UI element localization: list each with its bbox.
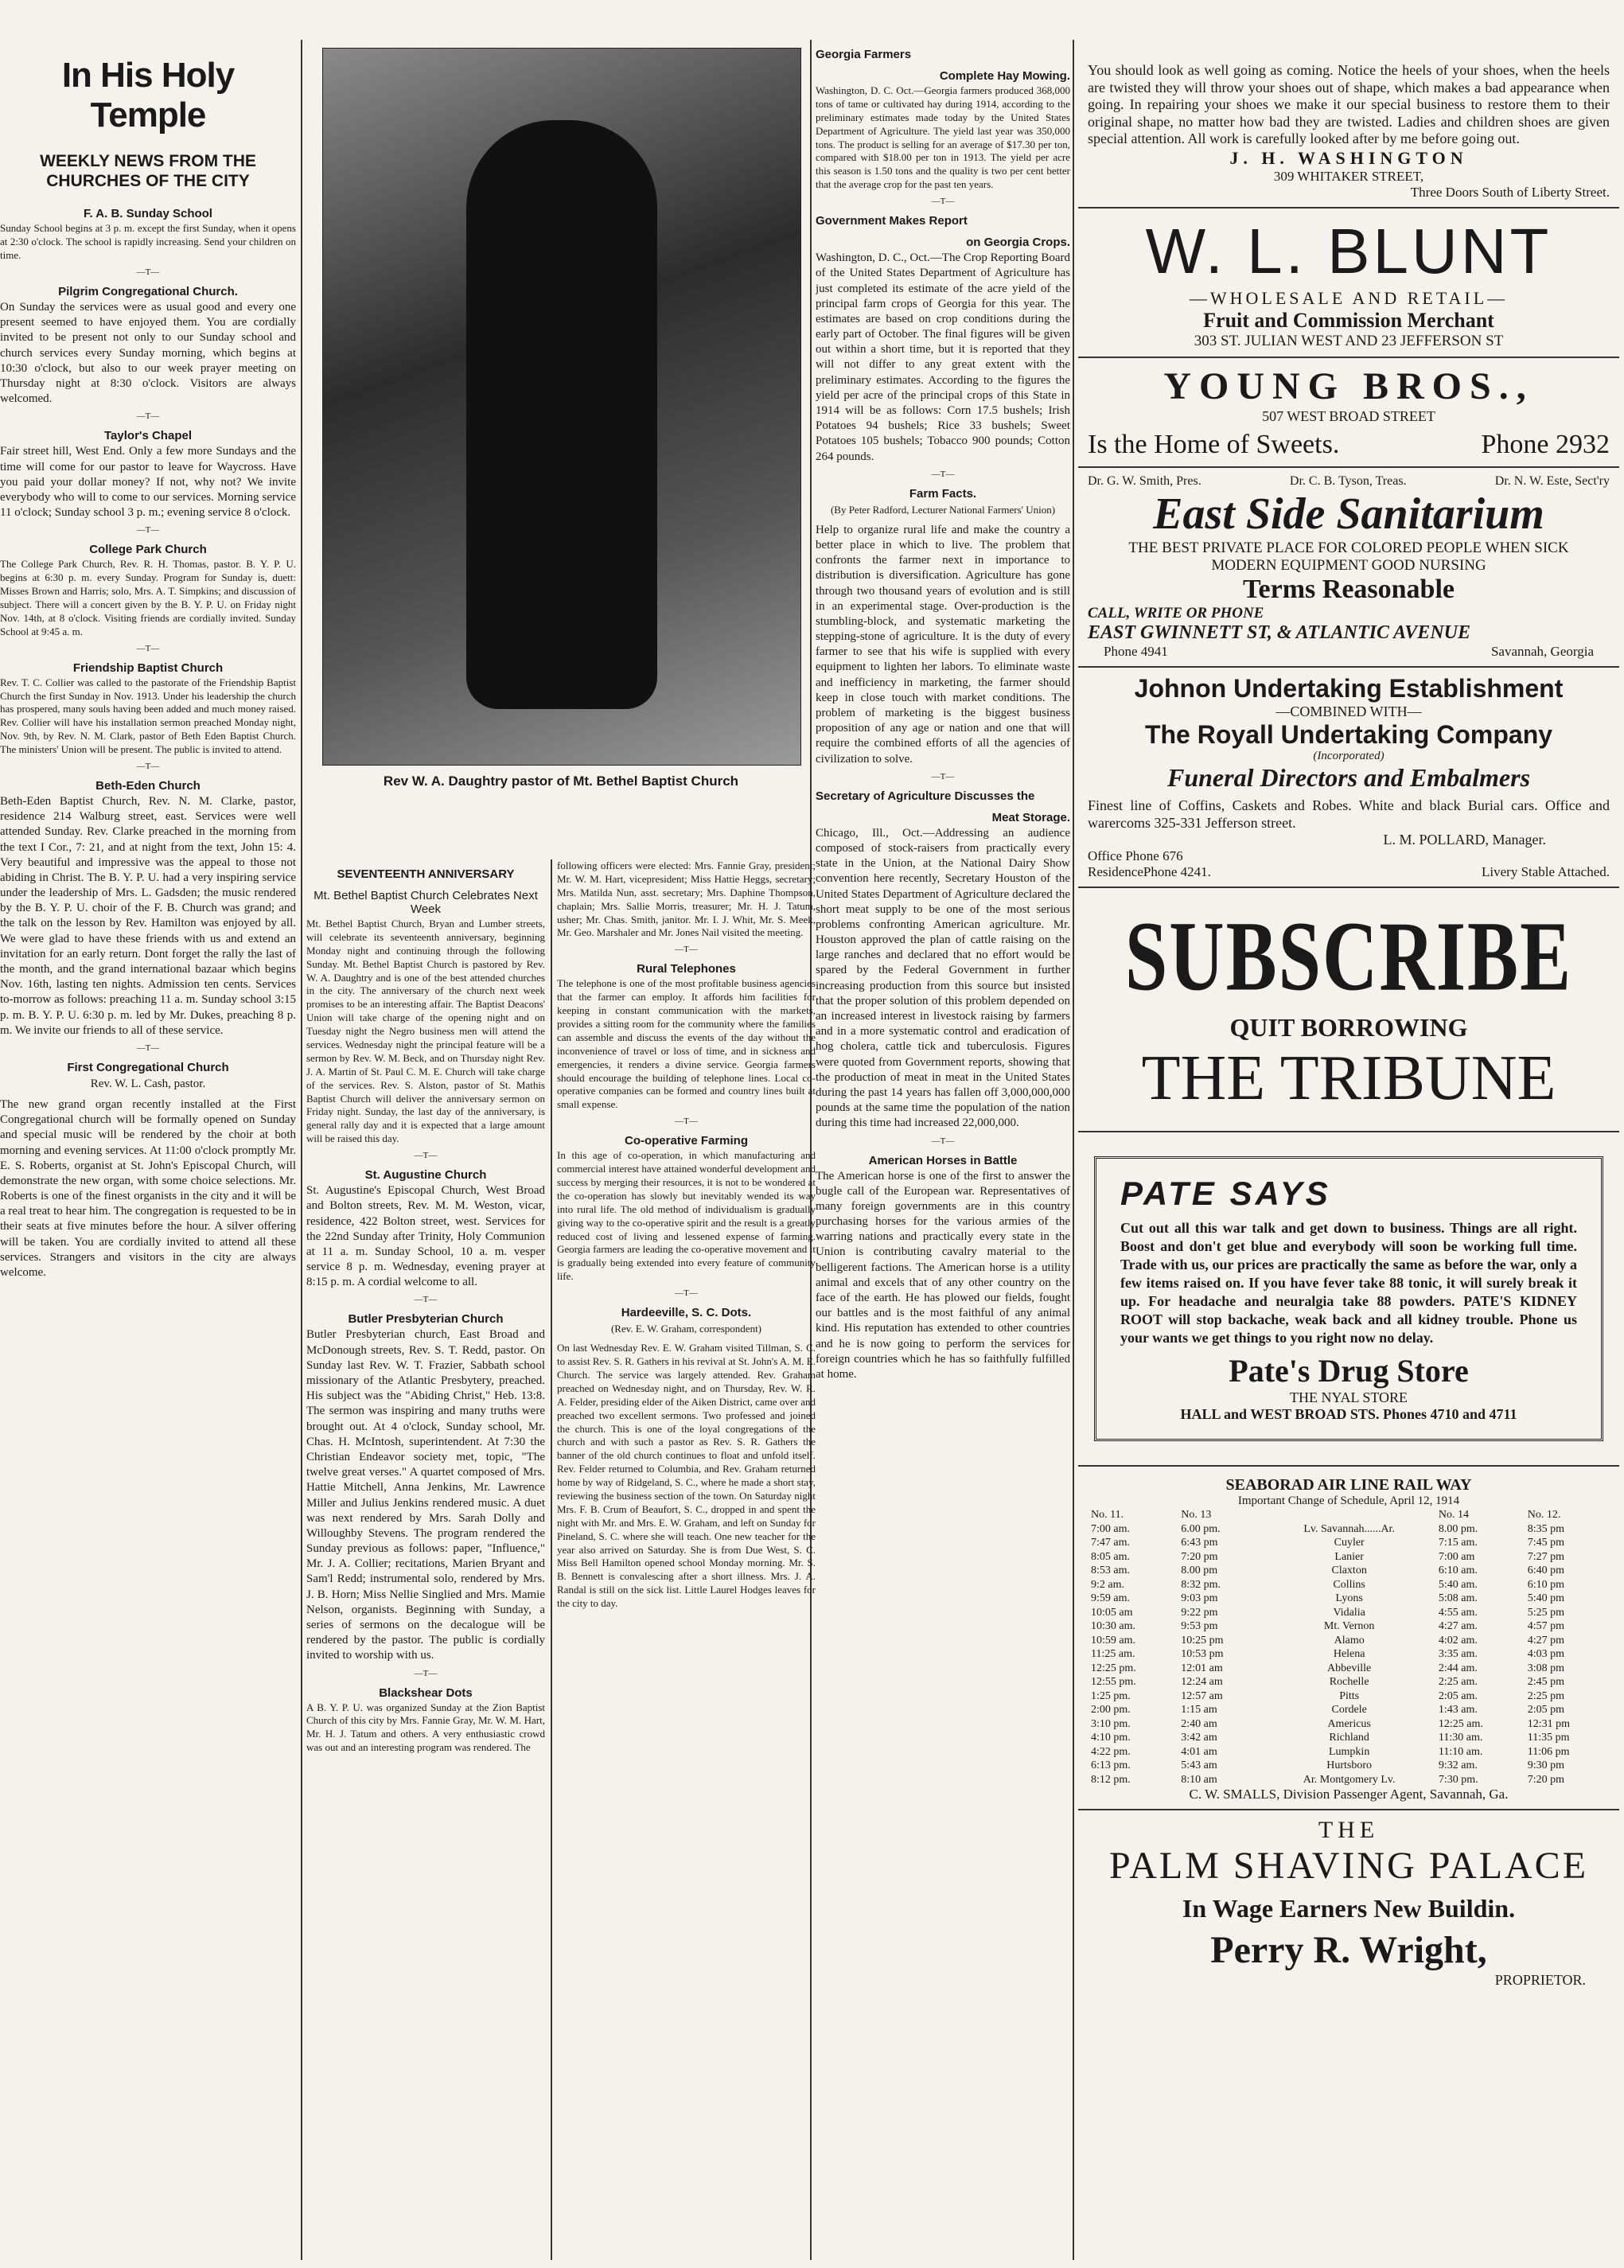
table-cell: 8:32 pm. — [1181, 1578, 1221, 1591]
ad-line: Funeral Directors and Embalmers — [1166, 762, 1531, 792]
table-cell: Abbeville — [1327, 1662, 1372, 1674]
table-cell: 7:20 pm — [1181, 1550, 1218, 1563]
column-rural: following officers were elected: Mrs. Fannie Gray, president; Mr. W. M. Hart, vicepresident; Miss Hattie Heggs, secretary; Mrs. Matilda Nun, asst. secretary; Mrs. Daphine Thompson, chaplain; Mrs. Sallie Morris, treasurer; Mr. H. J. Tatum, usher; Mr. Chas. Smith, janitor. Mr. I. J. Whit, Mr. S. Meek, Mr. Geo. Marshaler and Mr. Jones Nail visited the meeting. —T— Rural Telephones The telephone is one of the most profitable business agencies that the farmer can employ. It affords him facilities for keeping in constant communication with the markets, provides a sitting room for the community where the families can assemble and discuss the events of the day without the inconvenience of travel or loss of time, and in sickness and emergencies, it renders a divine service. Georgia farmers should encourage the building of telephone lines. Local co-operative companies can be formed and country lines built at small expense. —T— Co-operative Farming In this age of co-operation, in which manufacturing and commercial interest have attained wonderful development and success by merging their resources, it is not to be wondered at the co-operation has slowly but inevitably wended its way into rural life. The old method of individualism is gradually giving way to the co-operative spirit and the result is a greatly reduced cost of living and lessened expense of farming. Georgia farmers are leading the co-operative movement and it is gradually being extended into every feature of community life. —T— Hardeeville, S. C. Dots. (Rev. E. W. Graham, correspondent) On last Wednesday Rev. E. W. Graham visited Tillman, S. C. to assist Rev. S. R. Gathers in his revival at St. John's A. M. E. Church. The service was largely attended. Rev. Graham preached on Wednesday night, and on Thursday, Rev. W. R. A. Felder, presiding elder of the Aiken District, came over and preached two excellent sermons. Two professed and joined the church. This is one of the loyal congregations of the church and with such a pastor as Rev. S. R. Gathers the banner of the old church continues to float and unfold itself. Rev. Felder returned to Columbia, and Rev. Graham returned home by way of Ridgeland, S. C., where he made a short stay, reviewing the business section of the town. On Saturday night Mrs. F. B. Crum of Beaufort, S. C., dropped in and spent the night with Mr. and Mrs. E. W. Graham, and left on Sunday for Pineland, S. C. where she will teach. One new teacher for the year also arrived on Saturday. She is from Due West, S. C. Miss Bell Hamilton opened school Monday morning. Mr. S. B. Bennett is convalescing after a short illness. Mrs. J. A. Randal is still on the sick list. Little Laurel Hodges leaves for the city to day. — [557, 859, 816, 1610]
article-heading: Friendship Baptist Church — [72, 661, 224, 675]
article-anniversary — [306, 867, 545, 1146]
table-cell: 4:27 am. — [1438, 1620, 1478, 1633]
photo-block — [306, 40, 816, 859]
article-heading: College Park Church — [89, 543, 207, 557]
article-heading: First Congregational Church — [67, 1060, 229, 1074]
article-subheading: on Georgia Crops. — [966, 236, 1070, 250]
table-row — [1088, 1759, 1610, 1773]
table-cell: 7:27 pm — [1527, 1550, 1565, 1563]
table-header-cell: No. 12. — [1527, 1509, 1561, 1522]
table-cell: 7:30 pm. — [1438, 1773, 1478, 1786]
article-body: A B. Y. P. U. was organized Sunday at the Zion Baptist Church of this city by Mrs. Fannie Gray, Mr. W. M. Hart, Mr. H. J. Tatum and others. A very enthusiastic crowd was out and an interesting program was rendered. The — [306, 1701, 545, 1754]
article-heading: Blackshear Dots — [379, 1685, 473, 1700]
table-cell: 4:02 am. — [1438, 1634, 1478, 1646]
table-cell: 2:05 am. — [1438, 1689, 1478, 1702]
table-cell: 5:43 am — [1181, 1759, 1217, 1772]
table-cell: 8:12 pm. — [1091, 1773, 1131, 1786]
ad-phone: Phone 4941 — [1104, 643, 1168, 659]
table-cell: 12:25 am. — [1438, 1717, 1483, 1730]
article-body: Butler Presbyterian church, East Broad and McDonough streets, Rev. S. T. Redd, pastor. On Sunday last Rev. W. T. Frazier, Sabbath school missionary of the Atlantic Presbytery, preached. His subject was the "Abiding Christ," Heb. 13:8. The sermon was inspiring and many truths were brought out. At 4 o'clock, Sunday school, Mr. Chas. H. McIntosh, superintendent. At 7:30 the Christian Endeavor society met, topic, "The twelve great verses." A quartet composed of Mrs. Hattie Mitchell, Anna Jenkins, Mr. Lawrence Miller and Julius Jenkins rendered music. A duet was next rendered by Mrs. Sarah Dolly and Willoughby Stevens. The program rendered the Sunday previous as follows: paper, "Influence," Mr. J. A. Collier; recitations, Marien Bryant and Sam'l Redd; instrumental solo, rendered by Mrs. J. B. Horn; Miss Nellie Singlied and Mrs. Mamie Nelson, organists. Beginning with Sunday, a series of sermons on the decalogue will be rendered by the pastor. The public is cordially invited to worship with us. — [306, 1328, 545, 1662]
article-subheading: Mt. Bethel Baptist Church Celebrates Next Week — [314, 889, 538, 916]
schedule-table — [1088, 1508, 1610, 1787]
article-taylors-chapel — [0, 429, 296, 520]
article-body: On last Wednesday Rev. E. W. Graham visited Tillman, S. C. to assist Rev. S. R. Gathers in his revival at St. John's A. M. E. Church. The service was largely attended. Rev. Graham preached on Wednesday night, and on Thursday, Rev. W. R. A. Felder, presiding elder of the Aiken District, came over and preached two excellent sermons. Two professed and joined the church. This is one of the loyal congregations of the church and with such a pastor as Rev. S. R. Gathers the banner of the old church continues to float and unfold itself. Rev. Felder returned to Columbia, and Rev. Graham returned home by way of Ridgeland, S. C., where he made a short stay, reviewing the business section of the town. On Saturday night Mrs. F. B. Crum of Beaufort, S. C., dropped in and spent the night with Mr. and Mrs. E. W. Graham, and left on Sunday for Pineland, S. C. where she will teach. One new teacher for the year also arrived on Saturday. She is from Due West, S. C. Miss Bell Hamilton opened school Monday morning. Mr. S. B. Bennett is convalescing after a short illness. Mrs. J. A. Randal is still on the sick list. Little Laurel Hodges leaves for the city to day. — [557, 1342, 816, 1610]
photo-caption: Rev W. A. Daughtry pastor of Mt. Bethel Baptist Church — [383, 774, 739, 789]
ad-line: —WHOLESALE AND RETAIL— — [1189, 287, 1509, 308]
article-subheading: Complete Hay Mowing. — [939, 69, 1070, 83]
table-cell: 11:25 am. — [1091, 1648, 1135, 1661]
article-heading: SEVENTEENTH ANNIVERSARY — [337, 867, 515, 881]
article-heading: Georgia Farmers — [816, 48, 912, 61]
table-cell: 7:45 pm — [1527, 1537, 1565, 1549]
page-title: In His Holy Temple — [61, 56, 235, 134]
table-header-cell: No. 14 — [1438, 1509, 1469, 1522]
table-cell: 2:45 pm — [1527, 1676, 1565, 1689]
table-cell: Lanier — [1334, 1550, 1364, 1563]
table-cell: Alamo — [1334, 1634, 1365, 1646]
table-cell: 7:20 pm — [1527, 1773, 1565, 1786]
ad-body: You should look as well going as coming. Notice the heels of your shoes, when the heels are twisted they will throw your shoes out of shape, which makes a bad appearance when going. In repairing your shoes we make it our special business to restore them to their original shape, no matter how bad they are twisted. Ladies and children shoes are given special attention. All work is carefully looked after by me before going out. — [1088, 62, 1610, 147]
table-cell: Hurtsboro — [1326, 1759, 1373, 1772]
table-cell: 3:10 pm. — [1091, 1717, 1131, 1730]
table-cell: 10:05 am — [1091, 1606, 1133, 1619]
table-cell: 5:25 pm — [1527, 1606, 1565, 1619]
article-body: Chicago, Ill., Oct.—Addressing an audience composed of stock-raisers from practically every state in the Union, at the National Dairy Show convention here recently, Secretary Houston of the United States Department of Agriculture declared the short meat supply to be one of the most serious problems confronting American agriculture. Mr. Houston approved the plan of cattle raising on the large ranches and declared that no effort would be spared by the Federal Government in further increasing production from this source but insisted that the proper solution of this problem depended on an increased interest in livestock raising by farmers and in a more systematic control and eradication of hog cholera, cattle tick and tuberculosis. Figures were quoted from Government reports, showing that the production of meat in meat in the United States during the past 14 years has fallen off 3,000,000,000 pounds at the same time the population of the nation during this time had increased 22,000,000. — [816, 826, 1070, 1130]
table-cell: 6:13 pm. — [1091, 1759, 1131, 1772]
article-crop-report — [816, 214, 1070, 465]
ad-residence-phone: ResidencePhone 4241. — [1088, 864, 1211, 880]
table-cell: 9:22 pm — [1181, 1606, 1218, 1619]
table-cell: 4:10 pm. — [1091, 1732, 1131, 1744]
table-cell: 1:15 am — [1181, 1704, 1217, 1717]
table-cell: Ar. Montgomery Lv. — [1303, 1773, 1396, 1786]
ad-line: EAST GWINNETT ST, & ATLANTIC AVENUE — [1088, 622, 1470, 643]
article-pilgrim — [0, 285, 296, 407]
column-church-news: In His Holy Temple WEEKLY NEWS FROM THE CHURCHES OF THE CITY F. A. B. Sunday School Sunday School begins at 3 p. m. except the first Sunday, when it opens at 2:30 o'clock. The school is rapidly increasing. Send your children on time. —T— Pilgrim Congregational Church. On Sunday the services were as usual good and every one present seemed to have enjoyed them. You are cordially invited to be present not only to our Sunday school and church services every Sunday morning, which begins at 10:30 o'clock, but also to our week prayer meeting on Thursday night at 8:30 o'clock. Visitors are always welcomed. —T— Taylor's Chapel Fair street hill, West End. Only a few more Sundays and the time will come for our pastor to leave for Waycross. Have you paid your dollar money? If not, why not? We invite everybody who will to come to our services. Morning service 11 o'clock; Sunday school 3 p. m.; evening service 8 o'clock. —T— College Park Church The College Park Church, Rev. R. H. Thomas, pastor. B. Y. P. U. begins at 6:30 p. m. every Sunday. Program for Sunday is, duett: Misses Brown and Harris; solo, Mrs. A. T. Simpkins; and discussion of subject. There will a concert given by the B. Y. P. U. on Friday night Nov. 14th, at 8 o'clock. Visiting friends are cordially invited. Sunday School at 9:45 a. m. —T— Friendship Baptist Church Rev. T. C. Collier was called to the pastorate of the Friendship Baptist Church the first Sunday in Nov. 1913. Under his leadership the church has prospered, many souls having been added and much money raised. Rev. Collier will have his installation sermon preached Monday night, Nov. 9th, by Rev. N. M. Clark, pastor of Beth Eden Baptist Church. The ministers' Union will be present. The public is invited to attend. —T— Beth-Eden Church Beth-Eden Baptist Church, Rev. N. M. Clarke, pastor, residence 214 Walburg street, east. Services were well attended Sunday. Rev. Clarke preached in the morning from the text I Cor., 7: 21, and at night from the text, John 15: 4. Very beautiful and impressive was the appeal to those not abiding in Christ. The B. Y. P. U. had a very inspiring service under the leadership of Mrs. L. Gadsden; the music rendered by the B. Y. P. U. choir of the F. B. Church was grand; and the talk on the lesson by Rev. Hamilton was enjoyed by all. We were glad to have these friends with us and extend an invitation for an early return. Dont forget the rally the last of the month, and the grand international bazaar which begins Nov. 16th, lasting ten nights. Admission ten cents. Services to-morrow as follows: preaching 11 a. m. Sunday school 3:15 p. m. B. Y. P. U. 6:30 p. m. led by Mr. Dukes, preaching 8 p. m. We invite our friends to all of these service. —T— First Congregational Church Rev. W. L. Cash, pastor. The new grand organ recently installed at the First Congregational church will be formally opened on Sunday and special music will be rendered by the choir at both morning and evening services. At 11:00 o'clock promptly Mr. E. S. Roberts, organist at St. John's Episcopal Church, will demonstrate the new organ, with some choice selections. Mr. Roberts is one of the finest organists in the city and it will be a real treat to hear him. The congregation is requested to be in their seats at five minutes before the hour. A silver offering will be taken. You are cordially invited to attend all these services. Strangers and visitors in the city are always welcome. — [0, 40, 296, 2260]
article-body: Help to organize rural life and make the country a better place in which to live. The problem that confronts the farmer next in importance to distribution is diversification. Agriculture has gone through two thousand years of evolution and is still in an experimental stage. Over-production is the stumbling-block, and systematic marketing the stepping-stone of agriculture. It is the duty of every farmer to see that his wife is supplied with every equipment to lighten her labors. To eliminate waste and inefficiency in marketing, the farmer should keep in close touch with market conditions. The problem of marketing is the biggest business proposition of any age or nation and one that will require the combined efforts of all the agencies of civilization to solve. — [816, 523, 1070, 766]
table-row — [1088, 1536, 1610, 1550]
table-cell: 11:35 pm — [1527, 1732, 1570, 1744]
ad-address: 309 WHITAKER STREET, — [1273, 168, 1424, 184]
table-cell: 7:47 am. — [1091, 1537, 1130, 1549]
table-cell: Cuyler — [1334, 1537, 1365, 1549]
table-cell: 6:10 pm — [1527, 1578, 1565, 1591]
article-heading: St. Augustine Church — [364, 1168, 487, 1183]
ad-line: QUIT BORROWING — [1229, 1013, 1468, 1042]
article-hay-mowing — [816, 48, 1070, 192]
ad-line: Terms Reasonable — [1242, 574, 1455, 604]
article-cooperative-farming — [557, 1134, 816, 1284]
ad-agent: C. W. SMALLS, Division Passenger Agent, Savannah, Ga. — [1189, 1787, 1509, 1802]
article-body: following officers were elected: Mrs. Fannie Gray, president; Mr. W. M. Hart, vicepresident; Miss Hattie Heggs, secretary; Mrs. Matilda Nun, asst. secretary; Mrs. Daphine Thompson, chaplain; Mrs. Sallie Morris, treasurer; Mr. H. J. Tatum, usher; Mr. Chas. Smith, janitor. Mr. I. J. Whit, Mr. S. Meek, Mr. Geo. Marshaler and Mr. Jones Nail visited the meeting. — [557, 859, 816, 939]
column-anniversary: SEVENTEENTH ANNIVERSARY Mt. Bethel Baptist Church Celebrates Next Week Mt. Bethel Baptist Church, Bryan and Lumber streets, will celebrate its seventeenth anniversary, beginning Monday night and continuing through the following Sunday. Mt. Bethel Baptist Church is pastored by Rev. W. A. Daughtry and is one of the best attended churches in the city. The anniversary of the church next week promises to be an interesting affair. The Baptist Deacons' Union will take charge of the opening night and on Tuesday night the Negro business men will attend the services. Wednesday night the principal feature will be a sermon by Rev. W. M. Beck, and on Thursday night Rev. J. A. Martin of St. Paul C. M. E. Church will take charge of the services. Rev. S. Alston, pastor of St. Mathis Baptist Church will deliver the anniversary sermon on Friday night. Sunday, the last day of the anniversary, is general rally day and it is expected that a large amount will be raised this day. —T— St. Augustine Church St. Augustine's Episcopal Church, West Broad and Bolton streets, Rev. M. M. Weston, vicar, residence, 422 Bolton street, west. Services for the 22nd Sunday after Trinity, Holy Communion at 11 a. m. Sunday School, 10 a. m. vesper service 8 p. m. Wednesday, evening prayer at 8:15 p. m. A cordial welcome to all. —T— Butler Presbyterian Church Butler Presbyterian church, East Broad and McDonough streets, Rev. S. T. Redd, pastor. On Sunday last Rev. W. T. Frazier, Sabbath school missionary of the Atlantic Presbytery, preached. His subject was the "Abiding Christ," Heb. 13:8. The sermon was inspiring and many truths were brought out. At 4 o'clock, Sunday school, Mr. Chas. H. McIntosh, superintendent. At 7:30 the Christian Endeavor society met, topic, "The twelve great verses." A quartet composed of Mrs. Hattie Mitchell, Anna Jenkins, Mr. Lawrence Miller and Julius Jenkins rendered music. A duet was next rendered by Mrs. Sarah Dolly and Willoughby Stevens. The program rendered the Sunday previous as follows: paper, "Influence," Mr. J. A. Collier; recitations, Marien Bryant and Sam'l Redd; instrumental solo, rendered by Mrs. J. B. Horn; Miss Nellie Singlied and Mrs. Mamie Nelson, organists. Beginning with Sunday, a series of sermons on the decalogue will be rendered by the pastor. The public is cordially invited to worship with us. —T— Blackshear Dots A B. Y. P. U. was organized Sunday at the Zion Baptist Church of this city by Mrs. Fannie Gray, Mr. W. M. Hart, Mr. H. J. Tatum and others. A very enthusiastic crowd was out and an interesting program was rendered. The — [306, 867, 545, 1754]
article-body: St. Augustine's Episcopal Church, West Broad and Bolton streets, Rev. M. M. Weston, vicar, residence, 422 Bolton street, west. Services for the 22nd Sunday after Trinity, Holy Communion at 11 a. m. Sunday School, 10 a. m. vesper service 8 p. m. Wednesday, evening prayer at 8:15 p. m. A cordial welcome to all. — [306, 1184, 545, 1289]
article-byline: Rev. W. L. Cash, pastor. — [90, 1077, 206, 1090]
article-body: Mt. Bethel Baptist Church, Bryan and Lumber streets, will celebrate its seventeenth anniversary, beginning Monday night and continuing through the following Sunday. Mt. Bethel Baptist Church is pastored by Rev. W. A. Daughtry and is one of the best attended churches in the city. The anniversary of the church next week promises to be an interesting affair. The Baptist Deacons' Union will take charge of the opening night and on Tuesday night the Negro business men will attend the services. Wednesday night the principal feature will be a sermon by Rev. W. M. Beck, and on Thursday night Rev. J. A. Martin of St. Paul C. M. E. Church will take charge of the services. Rev. S. Alston, pastor of St. Mathis Baptist Church will deliver the anniversary sermon on Friday night. Sunday, the last day of the anniversary, is general rally day and it is expected that a large amount will be raised this day. — [306, 918, 545, 1145]
table-row — [1088, 1619, 1610, 1634]
ad-young-bros — [1078, 358, 1619, 468]
article-american-horses — [816, 1154, 1070, 1383]
ad-sanitarium — [1078, 468, 1619, 668]
article-body: Sunday School begins at 3 p. m. except the first Sunday, when it opens at 2:30 o'clock. The school is rapidly increasing. Send your children on time. — [0, 222, 296, 262]
table-row — [1088, 1662, 1610, 1676]
ad-proprietor-title: PROPRIETOR. — [1494, 1972, 1586, 1989]
table-header-cell: No. 11. — [1091, 1509, 1124, 1522]
table-cell: 12:24 am — [1181, 1676, 1223, 1689]
table-row — [1088, 1689, 1610, 1704]
ad-railway — [1078, 1465, 1619, 1810]
table-cell: 8:05 am. — [1091, 1550, 1130, 1563]
ad-tagline: Is the Home of Sweets. — [1088, 429, 1340, 459]
table-cell: 5:08 am. — [1438, 1592, 1478, 1605]
ad-line: (Incorporated) — [1313, 749, 1384, 762]
table-cell: 12:31 pm — [1527, 1717, 1571, 1730]
article-heading: Secretary of Agriculture Discusses the — [816, 789, 1035, 803]
article-blackshear — [306, 1686, 545, 1756]
article-rural-telephones — [557, 962, 816, 1112]
table-row — [1088, 1703, 1610, 1717]
article-body: The telephone is one of the most profitable business agencies that the farmer can employ. It affords him facilities for keeping in constant communication with the markets, provides a sitting room for the community where the families can assemble and discuss the events of the day without the inconvenience of travel or loss of time, and in sickness and emergencies, it renders a divine service. Georgia farmers should encourage the building of telephone lines. Local co-operative companies can be formed and country lines built at small expense. — [557, 977, 816, 1111]
table-row — [1088, 1647, 1610, 1662]
article-byline: (By Peter Radford, Lecturer National Farmers' Union) — [830, 503, 1056, 516]
ad-office-phone: Office Phone 676 — [1088, 848, 1183, 864]
table-cell: 2:00 pm. — [1091, 1704, 1131, 1717]
table-cell: 4:01 am — [1181, 1745, 1217, 1758]
table-cell: 6:43 pm — [1181, 1537, 1218, 1549]
schedule-body — [1088, 1522, 1610, 1787]
table-cell: 6:10 am. — [1438, 1565, 1478, 1577]
table-cell: Lumpkin — [1328, 1745, 1370, 1758]
ad-pate — [1094, 1156, 1603, 1441]
table-cell: 2:44 am. — [1438, 1662, 1478, 1674]
table-cell: 2:25 am. — [1438, 1676, 1478, 1689]
article-heading: Pilgrim Congregational Church. — [58, 285, 238, 299]
table-row — [1088, 1550, 1610, 1565]
ad-tribune-name: THE TRIBUNE — [1141, 1043, 1556, 1114]
ad-tribune — [1078, 888, 1619, 1132]
article-sunday-school — [0, 207, 296, 263]
table-cell: 10:30 am. — [1091, 1620, 1135, 1633]
table-row — [1088, 1592, 1610, 1606]
table-cell: 8:10 am — [1181, 1773, 1217, 1786]
table-cell: 1:25 pm. — [1091, 1689, 1131, 1702]
officer-president: Dr. G. W. Smith, Pres. — [1088, 473, 1201, 488]
table-cell: 8:53 am. — [1091, 1565, 1130, 1577]
table-row — [1088, 1717, 1610, 1732]
table-row — [1088, 1773, 1610, 1787]
table-cell: 9:59 am. — [1091, 1592, 1130, 1605]
ad-city: Savannah, Georgia — [1490, 643, 1594, 659]
column-farm-news: Georgia Farmers Complete Hay Mowing. Washington, D. C. Oct.—Georgia farmers produced 368,000 tons of tame or cultivated hay during 1914, according to the preliminary estimates made today by the United States Department of Agriculture. The yield last year was 350,000 tons. The product is selling for an average of $17.30 per ton, compared with $18.00 per ton in 1913. The yield per acre this season is 1.50 tons and the quality is two per cent better that the average crop for the past ten years. —T— Government Makes Report on Georgia Crops. Washington, D. C., Oct.—The Crop Reporting Board of the United States Department of Agriculture has just completed its estimate of the acre yield of the principal farm crops of Georgia for this year. The estimates are based on crop conditions during the early part of October. The final figures will be given out within a short time, but it is reported that they will not differ to any great extent with the preliminary estimates. According to the figures the yield per acre of the principal crops of this State in 1914 will be as follows: Corn 17.5 bushels; Irish Potatoes 94 bushels; Rice 33 bushels; Sweet Potatoes 105 bushels; Tobacco 900 pounds; Cotton 264 pounds. —T— Farm Facts. (By Peter Radford, Lecturer National Farmers' Union) Help to organize rural life and make the country a better place in which to live. The problem that confronts the farmer next in importance to distribution is diversification. Agriculture has gone through two thousand years of evolution and is still in an experimental stage. Over-production is the stumbling-block, and systematic marketing the stepping-stone of agriculture. It is the duty of every farmer to see that his wife is supplied with every equipment to lighten her labors. To eliminate waste and inefficiency in marketing, the farmer should keep in close touch with market conditions. The problem of marketing is the biggest business proposition of any age or nation and one that will require the combined efforts of all the agencies of civilization to solve. —T— Secretary of Agriculture Discusses the Meat Storage. Chicago, Ill., Oct.—Addressing an audience composed of stock-raisers from practically every state in the Union, at the National Dairy Show convention here recently, Secretary Houston of the United States Department of Agriculture declared the short meat supply to be one of the most serious problems confronting American agriculture. Mr. Houston approved the plan of cattle raising on the large ranches and declared that no effort would be spared by the Federal Government in further increasing production from this source but insisted that the proper solution of this problem depended on an increased interest in livestock raising by farmers and in a more systematic control and eradication of hog cholera, cattle tick and tuberculosis. Figures were quoted from Government reports, showing that the production of meat in meat in the United States during the past 14 years has fallen off 3,000,000,000 pounds at the same time the population of the nation during this time had increased 22,000,000. —T— American Horses in Battle The American horse is one of the first to answer the bugle call of the European war. Representatives of many foreign governments are in this country purchasing horses for the various armies of the warring nations and practically every state in the Union is contributing cavalry material to the belligerent factions. The American horse is a utility animal and excels that of any other country on the face of the earth. He has plowed our fields, fought our battles and is the most faithful of any animal kind. His reputation has extended to other countries and he is now going to perform the services for foreign countries which he has so faithfully fulfilled at home. — [816, 40, 1070, 2260]
table-cell: Vidalia — [1333, 1606, 1365, 1619]
table-cell: 11:06 pm — [1527, 1745, 1570, 1758]
ad-address: 507 WEST BROAD STREET — [1262, 407, 1435, 424]
ad-subscribe: SUBSCRIBE — [1124, 901, 1573, 1012]
ad-name: Johnon Undertaking Establishment — [1134, 673, 1564, 703]
article-beth-eden — [0, 779, 296, 1039]
table-cell: 12:25 pm. — [1091, 1662, 1136, 1674]
portrait-figure — [466, 120, 657, 709]
article-heading: Co-operative Farming — [624, 1134, 749, 1148]
ad-title: PATE SAYS — [1120, 1175, 1331, 1213]
table-cell: 12:01 am — [1181, 1662, 1223, 1674]
table-cell: 12:57 am — [1181, 1689, 1223, 1702]
table-cell: Claxton — [1331, 1565, 1367, 1577]
ad-location: Three Doors South of Liberty Street. — [1410, 184, 1610, 200]
article-byline: (Rev. E. W. Graham, correspondent) — [610, 1323, 762, 1335]
ad-shoe-repair — [1078, 56, 1619, 208]
article-heading: Taylor's Chapel — [104, 429, 192, 443]
ad-line: THE NYAL STORE — [1290, 1389, 1408, 1406]
table-cell: 7:15 am. — [1438, 1537, 1478, 1549]
ad-proprietor-name: Perry R. Wright, — [1210, 1929, 1487, 1972]
table-cell: 4:03 pm — [1527, 1648, 1565, 1661]
table-cell: Americus — [1327, 1717, 1371, 1730]
ad-body: Cut out all this war talk and get down to business. Things are all right. Boost and don't get blue and everybody will soon be working full time. Trade with us, our prices are practically the same as before the war, only a few items raised on. If you have fever take 88 tonic, it will surely break it up. For headache and neuralgia take 88 powders. PATE'S KIDNEY ROOT will stop backache, weak back and all kidney trouble. Phone us your wants we get things to you right now no delay. — [1120, 1220, 1577, 1346]
table-cell: 6.00 pm. — [1181, 1522, 1221, 1535]
table-cell: 4:57 pm — [1527, 1620, 1565, 1633]
table-row — [1088, 1606, 1610, 1620]
table-cell: 8.00 pm — [1181, 1565, 1218, 1577]
article-heading: Hardeeville, S. C. Dots. — [621, 1306, 752, 1320]
article-butler — [306, 1312, 545, 1663]
article-heading: American Horses in Battle — [868, 1153, 1018, 1167]
table-cell: Helena — [1333, 1648, 1365, 1661]
table-cell: Mt. Vernon — [1323, 1620, 1375, 1633]
article-hardeeville — [557, 1306, 816, 1611]
ad-title: SEABORAD AIR LINE RAIL WAY — [1225, 1476, 1472, 1494]
table-cell: 11:30 am. — [1438, 1732, 1483, 1744]
ad-line: CALL, WRITE OR PHONE — [1088, 604, 1264, 622]
table-cell: 12:55 pm. — [1091, 1676, 1136, 1689]
article-farm-facts — [816, 487, 1070, 767]
table-cell: 7:00 am — [1438, 1550, 1475, 1563]
table-cell: 11:10 am. — [1438, 1745, 1483, 1758]
table-row — [1088, 1675, 1610, 1689]
table-cell: Lv. Savannah......Ar. — [1303, 1522, 1395, 1535]
table-cell: 5:40 am. — [1438, 1578, 1478, 1591]
article-friendship — [0, 661, 296, 757]
officer-secretary: Dr. N. W. Este, Sect'ry — [1494, 473, 1610, 488]
officer-treasurer: Dr. C. B. Tyson, Treas. — [1289, 473, 1407, 488]
table-header-cell: No. 13 — [1181, 1509, 1212, 1522]
ad-subtitle: Important Change of Schedule, April 12, 1914 — [1237, 1494, 1460, 1508]
ad-palm-shaving — [1078, 1810, 1619, 1995]
ad-name-2: The Royall Undertaking Company — [1144, 719, 1553, 749]
ad-livery: Livery Stable Attached. — [1482, 864, 1610, 880]
article-body: The new grand organ recently installed at the First Congregational church will be formally opened on Sunday and special music will be rendered by the choir at both morning and evening services. At 11:00 o'clock promptly Mr. E. S. Roberts, organist at St. John's Episcopal Church, will demonstrate the new organ, with some choice selections. Mr. Roberts is one of the finest organists in the city and it will be a real treat to hear him. The congregation is requested to be in their seats at five minutes before the hour. A silver offering will be taken. You are cordially invited to attend all these services. Strangers and visitors in the city are always welcome. — [0, 1097, 296, 1280]
article-body: Rev. T. C. Collier was called to the pastorate of the Friendship Baptist Church the first Sunday in Nov. 1913. Under his leadership the church has prospered, many souls having been added and much money raised. Rev. Collier will have his installation sermon preached Monday night, Nov. 9th, by Rev. N. M. Clark, pastor of Beth Eden Baptist Church. The ministers' Union will be present. The public is invited to attend. — [0, 676, 296, 756]
article-heading: Beth-Eden Church — [95, 778, 201, 793]
article-st-augustine — [306, 1168, 545, 1290]
table-cell: Pitts — [1339, 1689, 1360, 1702]
section-subtitle: WEEKLY NEWS FROM THE CHURCHES OF THE CITY — [40, 152, 256, 191]
table-cell: 4:22 pm. — [1091, 1745, 1131, 1758]
table-cell: 10:59 am. — [1091, 1634, 1135, 1646]
table-cell: 3:42 am — [1181, 1732, 1217, 1744]
table-cell: 2:05 pm — [1527, 1704, 1565, 1717]
ad-address: HALL and WEST BROAD STS. Phones 4710 and 4711 — [1180, 1406, 1517, 1423]
article-body: Washington, D. C. Oct.—Georgia farmers produced 368,000 tons of tame or cultivated hay during 1914, according to the preliminary estimates made today by the United States Department of Agriculture. The yield last year was 350,000 tons. The product is selling for an average of $17.30 per ton, compared with $18.00 per ton in 1913. The yield per acre this season is 1.50 tons and the quality is two per cent better that the average crop for the past ten years. — [816, 84, 1070, 191]
table-cell: Lyons — [1335, 1592, 1363, 1605]
table-cell: 9:30 pm — [1527, 1759, 1565, 1772]
table-cell: 3:35 am. — [1438, 1648, 1478, 1661]
table-cell: 1:43 am. — [1438, 1704, 1478, 1717]
ad-line: 303 ST. JULIAN WEST AND 23 JEFFERSON ST — [1194, 332, 1504, 349]
ad-name: J. H. WASHINGTON — [1229, 147, 1468, 168]
table-row — [1088, 1578, 1610, 1592]
table-cell: 5:40 pm — [1527, 1592, 1565, 1605]
article-first-congregational — [0, 1061, 296, 1280]
table-cell: 10:53 pm — [1181, 1648, 1224, 1661]
ad-name: East Side Sanitarium — [1153, 489, 1544, 539]
article-college-park — [0, 543, 296, 638]
table-cell: Richland — [1329, 1732, 1369, 1744]
ad-manager: L. M. POLLARD, Manager. — [1383, 832, 1546, 848]
table-cell: 9:32 am. — [1438, 1759, 1478, 1772]
article-heading: Government Makes Report — [816, 214, 968, 228]
table-row — [1088, 1731, 1610, 1745]
table-cell: 3:08 pm — [1527, 1662, 1565, 1674]
article-body: Washington, D. C., Oct.—The Crop Reporting Board of the United States Department of Agriculture has just completed its estimate of the acre yield of the principal farm crops of Georgia for this year. The estimates are based on crop conditions during the early part of October. The final figures will be given out within a short time, but it is reported that they will not differ to any great extent with the preliminary estimates. According to the figures the yield per acre of the principal crops of this State in 1914 will be as follows: Corn 17.5 bushels; Irish Potatoes 94 bushels; Rice 33 bushels; Sweet Potatoes 105 bushels; Tobacco 900 pounds; Cotton 264 pounds. — [816, 251, 1070, 463]
article-subheading: Meat Storage. — [991, 810, 1070, 824]
portrait-photo — [322, 48, 801, 766]
ad-name: W. L. BLUNT — [1145, 215, 1552, 286]
table-row — [1088, 1564, 1610, 1578]
ad-line: THE BEST PRIVATE PLACE FOR COLORED PEOPLE WHEN SICK — [1128, 539, 1569, 556]
table-cell: 9:2 am. — [1091, 1578, 1124, 1591]
article-heading: Butler Presbyterian Church — [348, 1312, 504, 1327]
table-row — [1088, 1745, 1610, 1759]
article-heading: F. A. B. Sunday School — [84, 207, 212, 221]
table-cell: 2:25 pm — [1527, 1689, 1565, 1702]
article-body: The American horse is one of the first to answer the bugle call of the European war. Representatives of many foreign governments are in this country purchasing horses for the various armies of the warring nations and practically every state in the Union is contributing cavalry material to the belligerent factions. The American horse is a utility animal and excels that of any other country on the face of the earth. He has plowed our fields, fought our battles and is the most faithful of any animal kind. His reputation has extended to other countries and he is now going to perform the services for foreign countries which he has so faithfully fulfilled at home. — [816, 1169, 1070, 1381]
article-body: On Sunday the services were as usual good and every one present seemed to have enjoyed them. You are cordially invited to be present not only to our Sunday school and church services every Sunday morning, which begins at 10:30 o'clock, but also to our week prayer meeting on Thursday night at 8:30 o'clock. Visitors are always welcomed. — [0, 301, 296, 406]
table-cell: 4:55 am. — [1438, 1606, 1478, 1619]
table-row — [1088, 1522, 1610, 1537]
table-cell: 7:00 am. — [1091, 1522, 1130, 1535]
ad-blunt — [1078, 208, 1619, 358]
table-header-row — [1088, 1508, 1610, 1522]
table-cell: 8.00 pm. — [1438, 1522, 1478, 1535]
article-meat-storage — [816, 789, 1070, 1132]
table-cell: 9:03 pm — [1181, 1592, 1218, 1605]
ad-phone: Phone 2932 — [1481, 429, 1610, 459]
ad-line: —COMBINED WITH— — [1275, 703, 1422, 719]
table-cell: 10:25 pm — [1181, 1634, 1224, 1646]
table-cell: Cordele — [1331, 1704, 1367, 1717]
table-cell: Collins — [1333, 1578, 1365, 1591]
article-body: The College Park Church, Rev. R. H. Thomas, pastor. B. Y. P. U. begins at 6:30 p. m. every Sunday. Program for Sunday is, duett: Misses Brown and Harris; solo, Mrs. A. T. Simpkins; and discussion of subject. There will a concert given by the B. Y. P. U. on Friday night Nov. 14th, at 8 o'clock. Visiting friends are cordially invited. Sunday School at 9:45 a. m. — [0, 558, 296, 637]
ad-store-name: Pate's Drug Store — [1229, 1353, 1469, 1389]
article-body: Beth-Eden Baptist Church, Rev. N. M. Clarke, pastor, residence 214 Walburg street, east. Services were well attended Sunday. Rev. Clarke preached in the morning from the text I Cor., 7: 21, and at night from the text, John 15: 4. Very beautiful and impressive was the appeal to those not abiding in Christ. The B. Y. P. U. had a very inspiring service under the leadership of Mrs. L. Gadsden; the music rendered by the B. Y. P. U. choir of the F. B. Church was grand; and the talk on the lesson by Rev. Hamilton was enjoyed by all. We were glad to have these friends with us and extend an invitation for an early return. Dont forget the rally the last of the month, and the grand international bazaar which begins Nov. 16th, lasting ten nights. Admission ten cents. Services to-morrow as follows: preaching 11 a. m. Sunday school 3:15 p. m. B. Y. P. U. 6:30 p. m. led by Mr. Dukes, preaching 8 p. m. We invite our friends to all of these service. — [0, 794, 296, 1037]
ad-the: THE — [1318, 1817, 1380, 1844]
article-heading: Rural Telephones — [637, 962, 736, 976]
table-cell: 6:40 pm — [1527, 1565, 1565, 1577]
ad-undertaking — [1078, 668, 1619, 888]
article-body: In this age of co-operation, in which manufacturing and commercial interest have attained wonderful development and success by merging their resources, it is not to be wondered at the co-operation has slowly but inevitably wended its way into rural life. The old method of individualism is gradually giving way to the co-operative spirit and the result is a greatly reduced cost of living and lessened expense of farming. Georgia farmers are leading the co-operative movement and it is gradually being extended into every feature of community life. — [557, 1149, 816, 1283]
ad-body: Finest line of Coffins, Caskets and Robes. White and black Burial cars. Office and warercoms 325-331 Jefferson street. — [1088, 797, 1610, 831]
table-row — [1088, 1634, 1610, 1648]
ad-line: MODERN EQUIPMENT GOOD NURSING — [1211, 556, 1486, 574]
table-cell: 2:40 am — [1181, 1717, 1217, 1730]
ad-name: YOUNG BROS., — [1163, 364, 1534, 407]
table-cell: 8:35 pm — [1527, 1522, 1565, 1535]
table-cell: 9:53 pm — [1181, 1620, 1218, 1633]
article-body: Fair street hill, West End. Only a few more Sundays and the time will come for our pastor to leave for Waycross. Have you paid your dollar money? If not, why not? We invite everybody who will to come to our services. Morning service 11 o'clock; Sunday school 3 p. m.; evening service 8 o'clock. — [0, 445, 296, 520]
ad-line: Fruit and Commission Merchant — [1203, 308, 1494, 332]
ad-name: PALM SHAVING PALACE — [1108, 1845, 1589, 1888]
column-advertisements — [1078, 56, 1619, 2260]
table-cell: 4:27 pm — [1527, 1634, 1565, 1646]
table-header-cell — [1263, 1508, 1435, 1522]
ad-line: In Wage Earners New Buildin. — [1182, 1894, 1516, 1923]
table-cell: Rochelle — [1329, 1676, 1369, 1689]
article-heading: Farm Facts. — [909, 486, 977, 501]
